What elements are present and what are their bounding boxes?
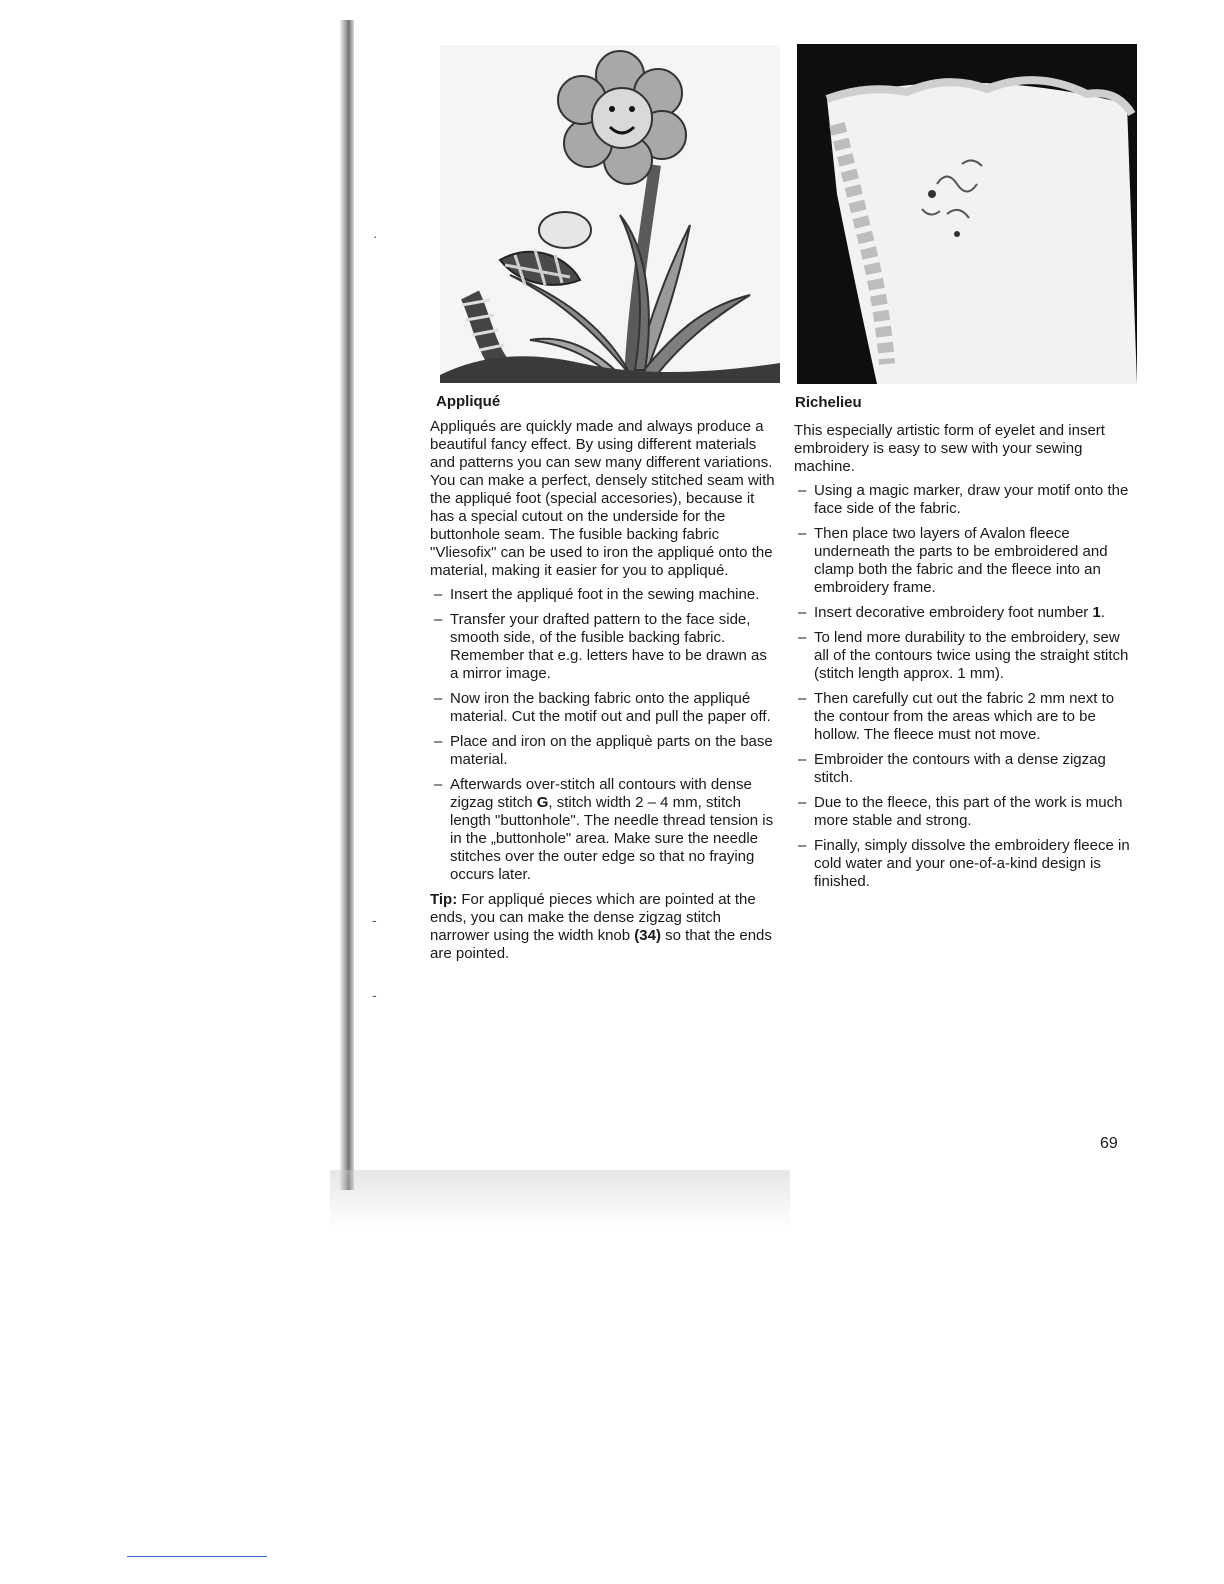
tip-text: so that the ends are pointed. bbox=[430, 927, 772, 962]
applique-heading: Appliqué bbox=[436, 393, 501, 410]
list-item: – Transfer your drafted pattern to the face side, smooth side, of the fusible backing fabric. Remember that e.g. letters have to be drawn as a mirror image. bbox=[430, 611, 775, 683]
foot-number: 1 bbox=[1092, 604, 1101, 621]
tip-label: Tip: bbox=[430, 891, 458, 908]
richelieu-heading: Richelieu bbox=[795, 394, 862, 411]
bottom-rule bbox=[127, 1556, 267, 1557]
richelieu-section bbox=[794, 394, 1134, 898]
page-binding-shadow bbox=[340, 20, 354, 1190]
list-item: – Using a magic marker, draw your motif onto the face side of the fabric. bbox=[794, 482, 1134, 518]
stitch-letter: G bbox=[536, 794, 549, 811]
applique-photo bbox=[440, 45, 780, 383]
list-item: – Embroider the contours with a dense zigzag stitch. bbox=[794, 751, 1134, 787]
applique-section bbox=[430, 393, 775, 969]
tip-text: For appliqué pieces which are pointed at the ends, you can make the dense zigzag stitch narrower using the width knob bbox=[430, 891, 756, 944]
step-text: , stitch width 2 – 4 mm, stitch length "buttonhole". The needle thread tension is in the „buttonhole" area. Make sure the needle stitches over the outer edge so that no fraying occurs later. bbox=[450, 794, 774, 883]
richelieu-steps bbox=[794, 482, 1134, 891]
applique-tip bbox=[430, 891, 775, 963]
step-text: . bbox=[1100, 604, 1105, 621]
list-item: – Due to the fleece, this part of the work is much more stable and strong. bbox=[794, 794, 1134, 830]
list-item: – Insert the appliqué foot in the sewing machine. bbox=[430, 586, 775, 604]
list-item bbox=[794, 604, 1134, 622]
richelieu-intro: This especially artistic form of eyelet and insert embroidery is easy to sew with your sewing machine. bbox=[794, 422, 1105, 475]
applique-intro: Appliqués are quickly made and always produce a beautiful fancy effect. By using different materials and patterns you can sew many different variations. You can make a perfect, densely stitched seam with the appliqué foot (special accesories), because it has a special cutout on the underside for the buttonhole seam. The fusible backing fabric "Vliesofix" can be used to iron the appliqué onto the material, making it easier for you to appliqué. bbox=[430, 418, 775, 579]
scan-shadow bbox=[330, 1170, 790, 1230]
scan-speck: - bbox=[372, 912, 377, 928]
richelieu-photo bbox=[797, 44, 1137, 384]
list-item: – To lend more durability to the embroidery, sew all of the contours twice using the straight stitch (stitch length approx. 1 mm). bbox=[794, 629, 1134, 683]
page-number: 69 bbox=[1100, 1135, 1118, 1152]
step-text: Afterwards over-stitch all contours with dense zigzag stitch bbox=[450, 776, 752, 811]
scan-speck: · bbox=[373, 228, 378, 244]
step-text: Insert decorative embroidery foot number bbox=[814, 604, 1093, 621]
scan-speck: - bbox=[372, 987, 377, 1003]
knob-number: (34) bbox=[634, 927, 661, 944]
list-item: – Then carefully cut out the fabric 2 mm next to the contour from the areas which are to be hollow. The fleece must not move. bbox=[794, 690, 1134, 744]
list-item: – Now iron the backing fabric onto the appliqué material. Cut the motif out and pull the paper off. bbox=[430, 690, 775, 726]
list-item: – Then place two layers of Avalon fleece underneath the parts to be embroidered and clamp both the fabric and the fleece into an embroidery frame. bbox=[794, 525, 1134, 597]
applique-steps bbox=[430, 586, 775, 884]
list-item: – Place and iron on the appliquè parts on the base material. bbox=[430, 733, 775, 769]
list-item bbox=[430, 776, 775, 884]
list-item: – Finally, simply dissolve the embroidery fleece in cold water and your one-of-a-kind design is finished. bbox=[794, 837, 1134, 891]
